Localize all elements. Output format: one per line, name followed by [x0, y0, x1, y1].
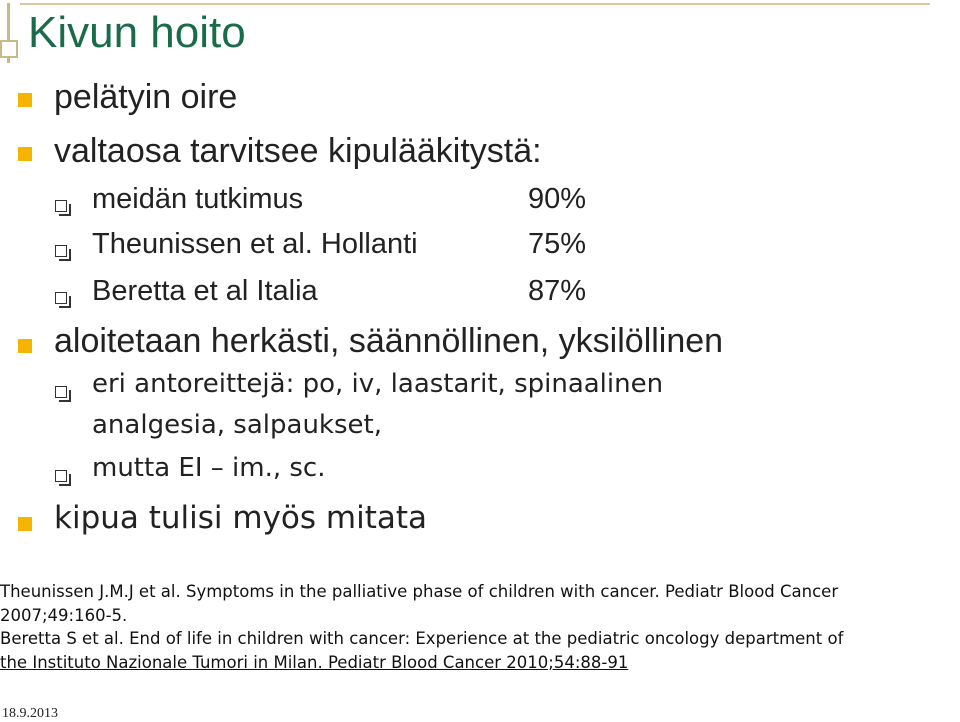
- reference-line: Beretta S et al. End of life in children with cancer: Experience at the pediatric oncology department of: [0, 629, 844, 648]
- square-bullet-icon: [18, 93, 32, 107]
- footer-date: 18.9.2013: [2, 706, 58, 721]
- reference-line: Theunissen J.M.J et al. Symptoms in the palliative phase of children with cancer. Pediatr Blood Cancer: [0, 582, 839, 601]
- sub-bullet-label: Theunissen et al. Hollanti: [92, 228, 418, 260]
- sub-bullet-percent: 87%: [528, 275, 587, 307]
- sub-bullet-label: meidän tutkimus: [92, 183, 304, 215]
- checkbox-bullet-icon: [55, 200, 67, 212]
- sub-bullet-percent: 90%: [528, 183, 587, 215]
- bullet-text: kipua tulisi myös mitata: [54, 500, 428, 536]
- reference-line: the Instituto Nazionale Tumori in Milan. Pediatr Blood Cancer 2010;54:88-91: [0, 652, 629, 672]
- references: [0, 580, 958, 674]
- checkbox-bullet-icon: [55, 292, 67, 304]
- sub-bullet-label: Beretta et al Italia: [92, 275, 318, 307]
- checkbox-bullet-icon: [55, 386, 67, 398]
- bullet-text: pelätyin oire: [54, 78, 238, 116]
- sub-bullet-text: eri antoreittejä: po, iv, laastarit, spinaalinen: [92, 369, 664, 399]
- slide-title: Kivun hoito: [28, 8, 246, 57]
- sub-bullet-text-continued: analgesia, salpaukset,: [92, 410, 382, 440]
- square-bullet-icon: [18, 147, 32, 161]
- decorative-top-line: [20, 3, 930, 5]
- reference-line: 2007;49:160-5.: [0, 605, 128, 625]
- sub-bullet-text: mutta EI – im., sc.: [92, 453, 326, 483]
- square-bullet-icon: [18, 517, 32, 531]
- checkbox-bullet-icon: [55, 245, 67, 257]
- decorative-square: [0, 40, 18, 58]
- bullet-text: valtaosa tarvitsee kipulääkitystä:: [54, 132, 542, 170]
- bullet-text: aloitetaan herkästi, säännöllinen, yksilöllinen: [54, 322, 724, 360]
- checkbox-bullet-icon: [55, 470, 67, 482]
- square-bullet-icon: [18, 339, 32, 353]
- sub-bullet-percent: 75%: [528, 228, 587, 260]
